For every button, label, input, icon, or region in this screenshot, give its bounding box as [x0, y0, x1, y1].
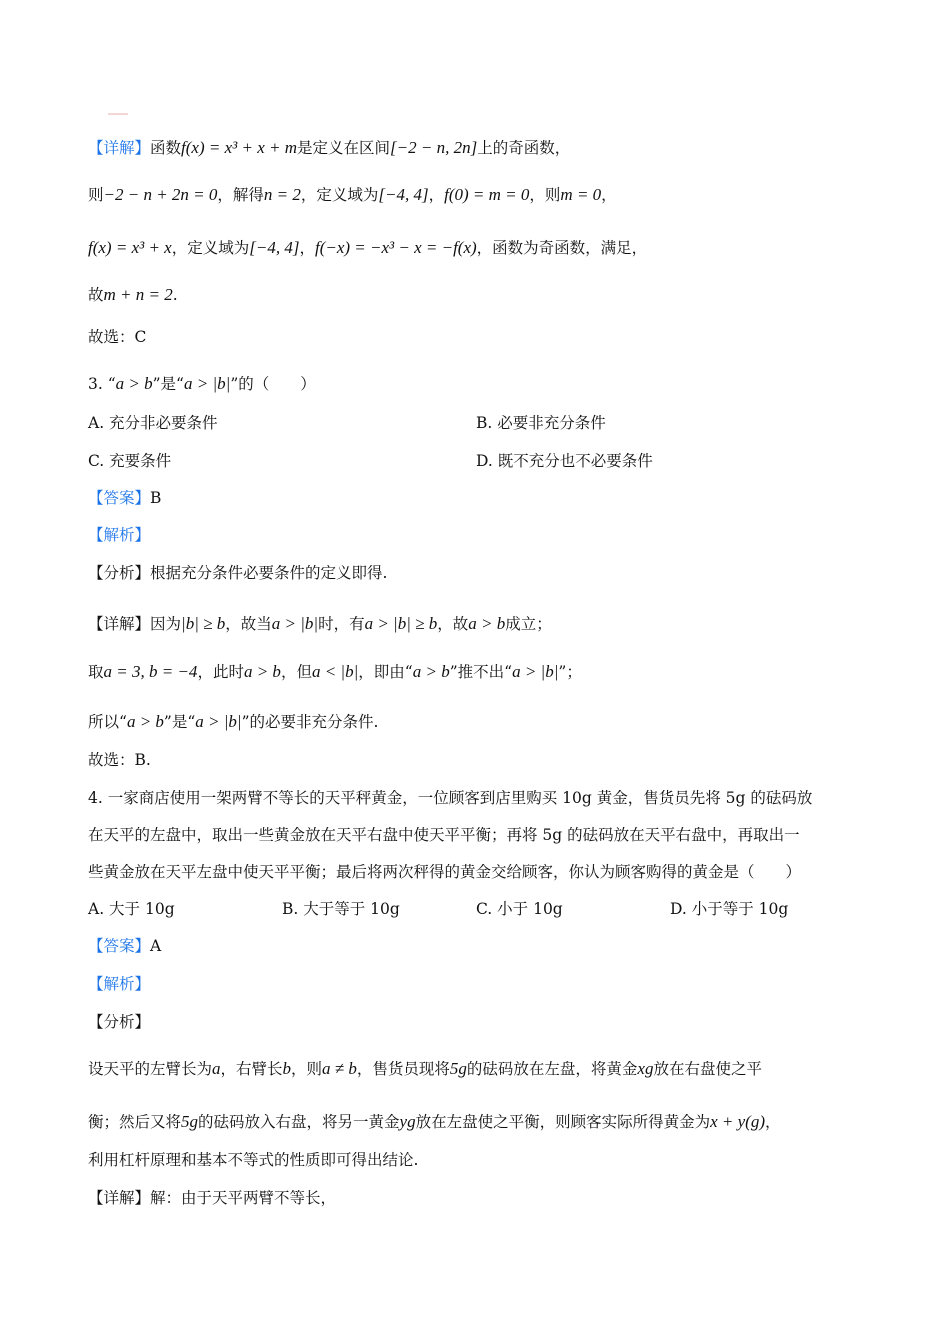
detail-tag: 【详解】: [88, 139, 151, 157]
q4-stem-1: 4. 一家商店使用一架两臂不等长的天平秤黄金，一位顾客到店里购买 10g 黄金，售货员先将 5g 的砝码放: [88, 789, 813, 807]
q3-choose: 故选：B.: [88, 751, 151, 769]
q4-analysis-tag: 【解析】: [88, 975, 151, 993]
detail-line-4: 故m + n = 2.: [88, 285, 178, 304]
q3-detail-2: 取a = 3, b = −4，此时a > b，但a < |b|，即由“a > b”推不出“a > |b|”；: [88, 662, 582, 681]
q4-option-c: C. 小于 10g: [476, 900, 563, 918]
q4-stem-3: 些黄金放在天平左盘中使天平平衡；最后将两次秤得的黄金交给顾客，你认为顾客购得的黄金是（ ）: [88, 863, 802, 881]
q4-stem-2: 在天平的左盘中，取出一些黄金放在天平右盘中使天平平衡；再将 5g 的砝码放在天平右盘中，再取出一: [88, 826, 800, 844]
q4-detail: 【详解】解：由于天平两臂不等长，: [88, 1189, 337, 1207]
q3-stem: 3. “a > b”是“a > |b|”的（ ）: [88, 374, 316, 393]
detail-line-1: 【详解】函数f(x) = x³ + x + m是定义在区间[−2 − n, 2n]上的奇函数，: [88, 138, 571, 157]
q4-fenxi-1: 设天平的左臂长为a，右臂长b，则a ≠ b，售货员现将5g的砝码放在左盘，将黄金xg放在右盘使之平: [88, 1059, 762, 1078]
math-f-def: f(x) = x³ + x + m: [181, 138, 298, 157]
q4-fenxi-2: 衡；然后又将5g的砝码放入右盘，将另一黄金yg放在左盘使之平衡，则顾客实际所得黄金为x + y(g)，: [88, 1112, 781, 1131]
q3-option-a: A. 充分非必要条件: [88, 414, 218, 432]
q3-options-row-2: [88, 450, 890, 472]
q3-fenxi: 【分析】根据充分条件必要条件的定义即得.: [88, 564, 388, 582]
detail-line-2: 则−2 − n + 2n = 0，解得n = 2，定义域为[−4, 4]，f(0) = m = 0，则m = 0，: [88, 185, 617, 204]
q4-option-d: D. 小于等于 10g: [670, 900, 789, 918]
q3-option-b: B. 必要非充分条件: [476, 414, 606, 432]
q3-analysis-tag: 【解析】: [88, 526, 151, 544]
choose-line: 故选：C: [88, 328, 147, 346]
q3-option-d: D. 既不充分也不必要条件: [476, 452, 653, 470]
detail-line-3: f(x) = x³ + x，定义域为[−4, 4]，f(−x) = −x³ − x = −f(x)，函数为奇函数，满足，: [88, 238, 648, 257]
q4-option-a: A. 大于 10g: [88, 900, 175, 918]
decorative-mark: [108, 113, 128, 115]
q4-fenxi-3: 利用杠杆原理和基本不等式的性质即可得出结论.: [88, 1151, 419, 1169]
q3-answer: 【答案】B: [88, 489, 162, 507]
q4-answer: 【答案】A: [88, 937, 162, 955]
q3-detail-3: 所以“a > b”是“a > |b|”的必要非充分条件.: [88, 712, 379, 731]
q3-detail-1: 【详解】因为|b| ≥ b，故当a > |b|时，有a > |b| ≥ b，故a > b成立；: [88, 614, 552, 633]
q4-options: [88, 898, 890, 920]
q3-option-c: C. 充要条件: [88, 452, 172, 470]
q3-options-row-1: [88, 412, 890, 434]
math-interval: [−2 − n, 2n]: [390, 138, 478, 157]
q4-fenxi-tag: 【分析】: [88, 1013, 151, 1031]
q4-option-b: B. 大于等于 10g: [282, 900, 400, 918]
